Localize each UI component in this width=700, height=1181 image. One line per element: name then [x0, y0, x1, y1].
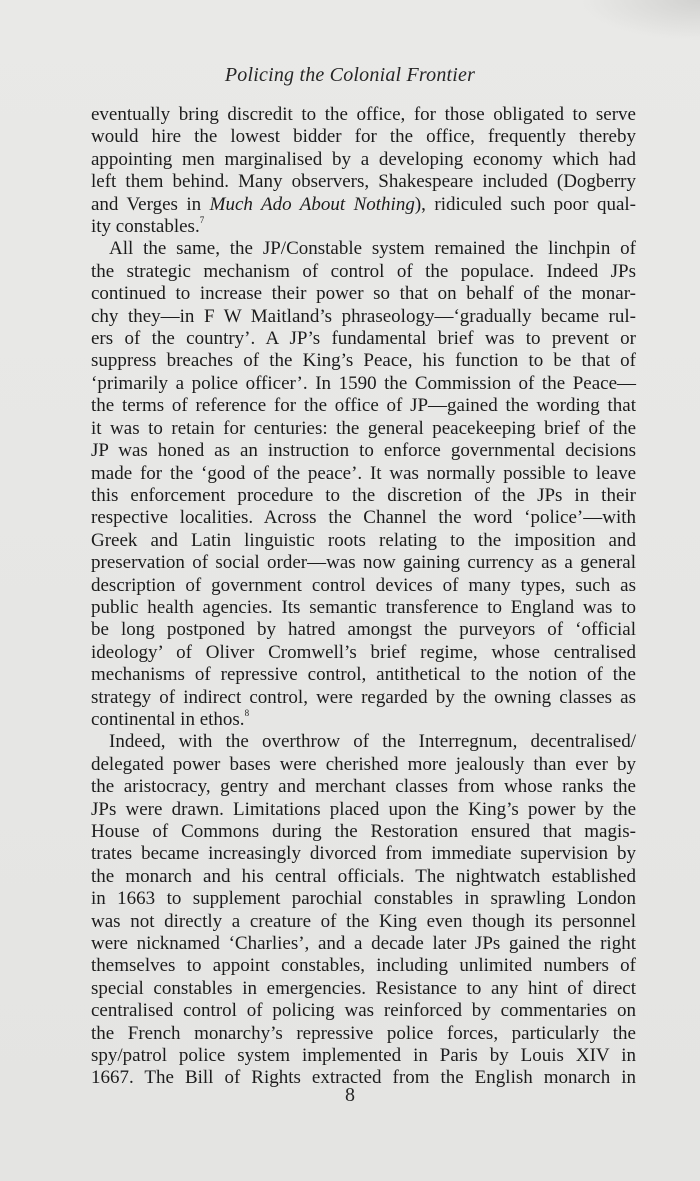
- text-line: Greek and Latin linguistic roots relating to the imposition and: [91, 529, 636, 551]
- text-line: appointing men marginalised by a developing economy which had: [91, 148, 636, 170]
- text-line: preservation of social order—was now gaining currency as a general: [91, 552, 636, 574]
- footnote-marker: 7: [199, 215, 205, 226]
- text-line: [91, 216, 636, 238]
- text-line: continued to increase their power so that on behalf of the monar-: [91, 283, 636, 305]
- text-line: All the same, the JP/Constable system remained the linchpin of: [109, 238, 636, 260]
- text-line: ideology’ of Oliver Cromwell’s brief regime, whose centralised: [91, 641, 636, 663]
- text-line: mechanisms of repressive control, antithetical to the notion of the: [91, 664, 636, 686]
- text-line: be long postponed by hatred amongst the purveyors of ‘official: [91, 619, 636, 641]
- text-line: eventually bring discredit to the office, for those obligated to serve: [91, 104, 636, 125]
- paragraph-1: [91, 104, 636, 238]
- text-line: was not directly a creature of the King even though its personnel: [91, 910, 636, 932]
- text-line: the French monarchy’s repressive police forces, particularly the: [91, 1022, 636, 1044]
- text-line: respective localities. Across the Channel the word ‘police’—with: [91, 507, 636, 529]
- text-line: delegated power bases were cherished more jealously than ever by: [91, 753, 636, 775]
- text-line: ers of the country’. A JP’s fundamental brief was to prevent or: [91, 328, 636, 350]
- text-line: public health agencies. Its semantic transference to England was to: [91, 596, 636, 618]
- text-line: in 1663 to supplement parochial constables in sprawling London: [91, 888, 636, 910]
- text-line: it was to retain for centuries: the general peacekeeping brief of the: [91, 417, 636, 439]
- text-line: centralised control of policing was reinforced by commentaries on: [91, 1000, 636, 1022]
- text-segment: ity constables.: [91, 216, 200, 238]
- paragraph-3: [91, 731, 636, 1090]
- text-line: spy/patrol police system implemented in Paris by Louis XIV in: [91, 1045, 636, 1067]
- play-title: Much Ado About Nothing: [209, 193, 415, 215]
- text-line: suppress breaches of the King’s Peace, his function to be that of: [91, 350, 636, 372]
- text-line: strategy of indirect control, were regarded by the owning classes as: [91, 686, 636, 708]
- text-line: the aristocracy, gentry and merchant classes from whose ranks the: [91, 776, 636, 798]
- text-line: JP was honed as an instruction to enforce governmental decisions: [91, 440, 636, 462]
- text-line: [91, 194, 636, 216]
- footnote-marker: 8: [244, 707, 250, 718]
- text-line: made for the ‘good of the peace’. It was normally possible to leave: [91, 462, 636, 484]
- body-text: [91, 104, 636, 1090]
- text-line: Indeed, with the overthrow of the Interregnum, decentralised/: [109, 731, 636, 753]
- text-line: [91, 709, 636, 731]
- text-line: themselves to appoint constables, including unlimited numbers of: [91, 955, 636, 977]
- page-corner-shadow: [580, 0, 700, 40]
- text-line: ‘primarily a police officer’. In 1590 the Commission of the Peace—: [91, 372, 636, 394]
- text-line: 1667. The Bill of Rights extracted from the English monarch in: [91, 1067, 636, 1089]
- text-line: trates became increasingly divorced from immediate supervision by: [91, 843, 636, 865]
- text-line: were nicknamed ‘Charlies’, and a decade later JPs gained the right: [91, 933, 636, 955]
- text-line: would hire the lowest bidder for the office, frequently thereby: [91, 126, 636, 148]
- text-line: description of government control devices of many types, such as: [91, 574, 636, 596]
- text-segment: and Verges in: [91, 193, 210, 215]
- text-line: this enforcement procedure to the discretion of the JPs in their: [91, 484, 636, 506]
- text-line: special constables in emergencies. Resistance to any hint of direct: [91, 977, 636, 999]
- text-line: the strategic mechanism of control of the populace. Indeed JPs: [91, 260, 636, 282]
- text-line: left them behind. Many observers, Shakespeare included (Dogberry: [91, 171, 636, 193]
- page-number: 8: [345, 1084, 355, 1106]
- text-segment: continental in ethos.: [91, 708, 245, 730]
- text-line: JPs were drawn. Limitations placed upon the King’s power by the: [91, 798, 636, 820]
- text-line: chy they—in F W Maitland’s phraseology—‘gradually became rul-: [91, 305, 636, 327]
- text-line: the monarch and his central officials. The nightwatch established: [91, 865, 636, 887]
- running-title: Policing the Colonial Frontier: [224, 64, 476, 86]
- text-line: House of Commons during the Restoration ensured that magis-: [91, 821, 636, 842]
- text-line: the terms of reference for the office of JP—gained the wording that: [91, 395, 636, 417]
- text-segment: ), ridiculed such poor qual-: [414, 193, 636, 215]
- paragraph-2: [91, 238, 636, 731]
